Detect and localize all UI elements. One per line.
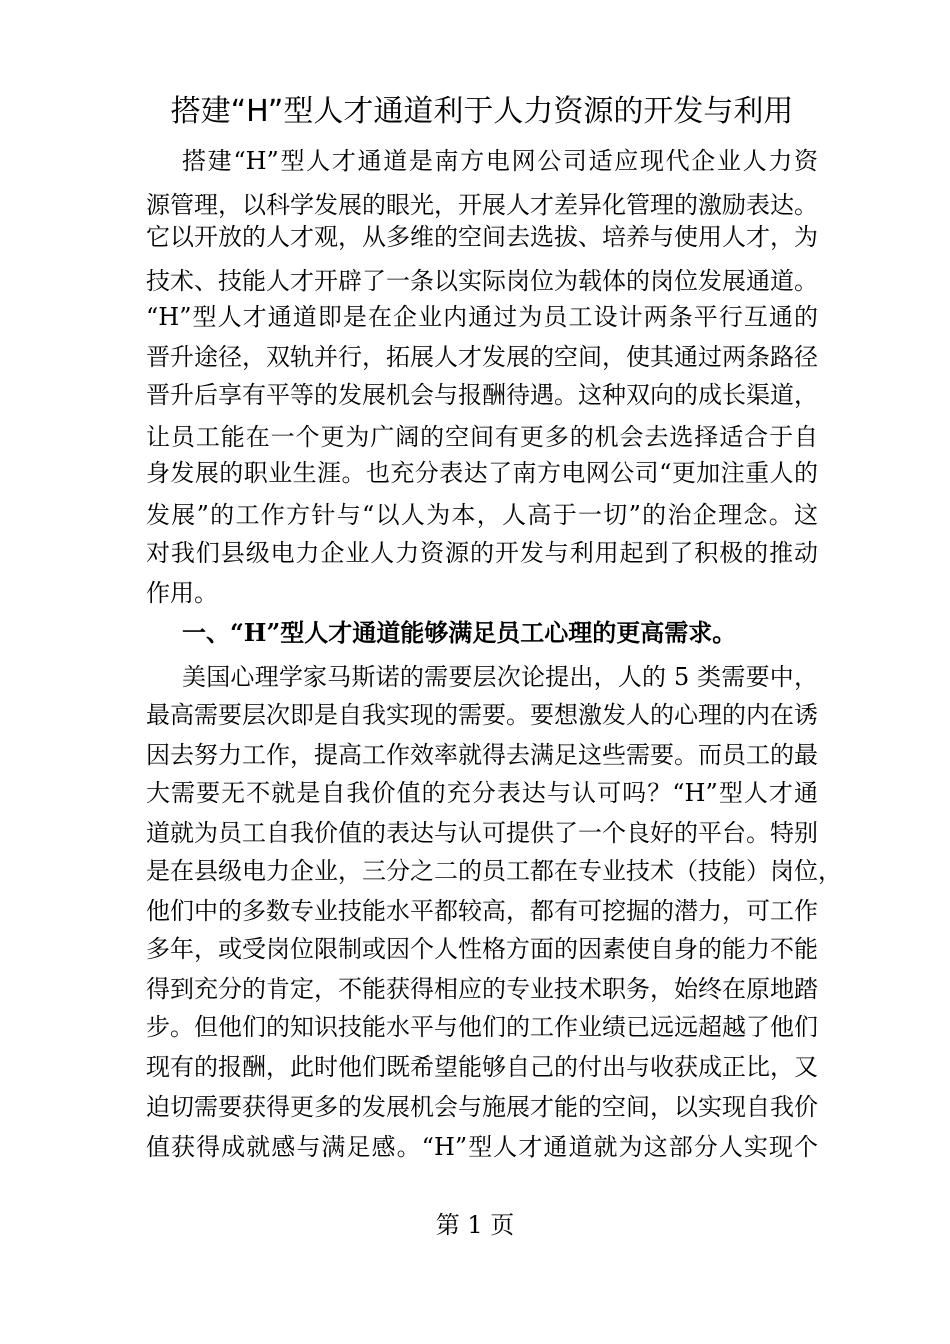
text-line: 道就为员工自我价值的表达与认可提供了一个良好的平台。特别 xyxy=(146,819,818,847)
text-line: 得到充分的肯定，不能获得相应的专业技术职务，始终在原地踏 xyxy=(146,975,818,1003)
text-line: 他们中的多数专业技能水平都较高，都有可挖掘的潜力，可工作 xyxy=(146,897,818,925)
text-line: 是在县级电力企业，三分之二的员工都在专业技术（技能）岗位， xyxy=(146,857,842,885)
text-line: 发展”的工作方针与“以人为本，人高于一切”的治企理念。这 xyxy=(146,501,818,529)
text-line: 晋升途径，双轨并行，拓展人才发展的空间，使其通过两条路径 xyxy=(146,343,818,371)
text-line: 对我们县级电力企业人力资源的开发与利用起到了积极的推动 xyxy=(146,539,818,567)
text-line: 它以开放的人才观，从多维的空间去选拔、培养与使用人才，为 xyxy=(146,223,818,251)
text-line: 大需要无不就是自我价值的充分表达与认可吗？“H”型人才通 xyxy=(146,779,818,807)
text-line: 技术、技能人才开辟了一条以实际岗位为载体的岗位发展通道。 xyxy=(146,267,818,295)
text-line: 身发展的职业生涯。也充分表达了南方电网公司“更加注重人的 xyxy=(146,459,818,487)
page-number: 第 1 页 xyxy=(435,1211,515,1239)
text-line: 现有的报酬，此时他们既希望能够自己的付出与收获成正比，又 xyxy=(146,1053,818,1081)
text-line: 因去努力工作，提高工作效率就得去满足这些需要。而员工的最 xyxy=(146,741,818,769)
text-line: 美国心理学家马斯诺的需要层次论提出，人的 5 类需要中， xyxy=(182,663,818,691)
section-heading: 一、“H”型人才通道能够满足员工心理的更高需求。 xyxy=(182,618,737,647)
text-line: 搭建“H”型人才通道是南方电网公司适应现代企业人力资 xyxy=(182,147,818,175)
text-line: 晋升后享有平等的发展机会与报酬待遇。这种双向的成长渠道， xyxy=(146,381,818,409)
text-line: 步。但他们的知识技能水平与他们的工作业绩已远远超越了他们 xyxy=(146,1013,818,1041)
text-line: 迫切需要获得更多的发展机会与施展才能的空间，以实现自我价 xyxy=(146,1093,818,1121)
text-line: 让员工能在一个更为广阔的空间有更多的机会去选择适合于自 xyxy=(146,423,818,451)
document-title: 搭建“H”型人才通道利于人力资源的开发与利用 xyxy=(170,94,794,129)
text-line: 多年，或受岗位限制或因个人性格方面的因素使自身的能力不能 xyxy=(146,935,818,963)
text-line: 最高需要层次即是自我实现的需要。要想激发人的心理的内在诱 xyxy=(146,701,818,729)
text-line: “H”型人才通道即是在企业内通过为员工设计两条平行互通的 xyxy=(146,303,818,331)
text-line: 源管理，以科学发展的眼光，开展人才差异化管理的激励表达。 xyxy=(146,191,818,219)
text-line: 值获得成就感与满足感。“H”型人才通道就为这部分人实现个 xyxy=(146,1133,818,1161)
text-line: 作用。 xyxy=(146,579,218,607)
